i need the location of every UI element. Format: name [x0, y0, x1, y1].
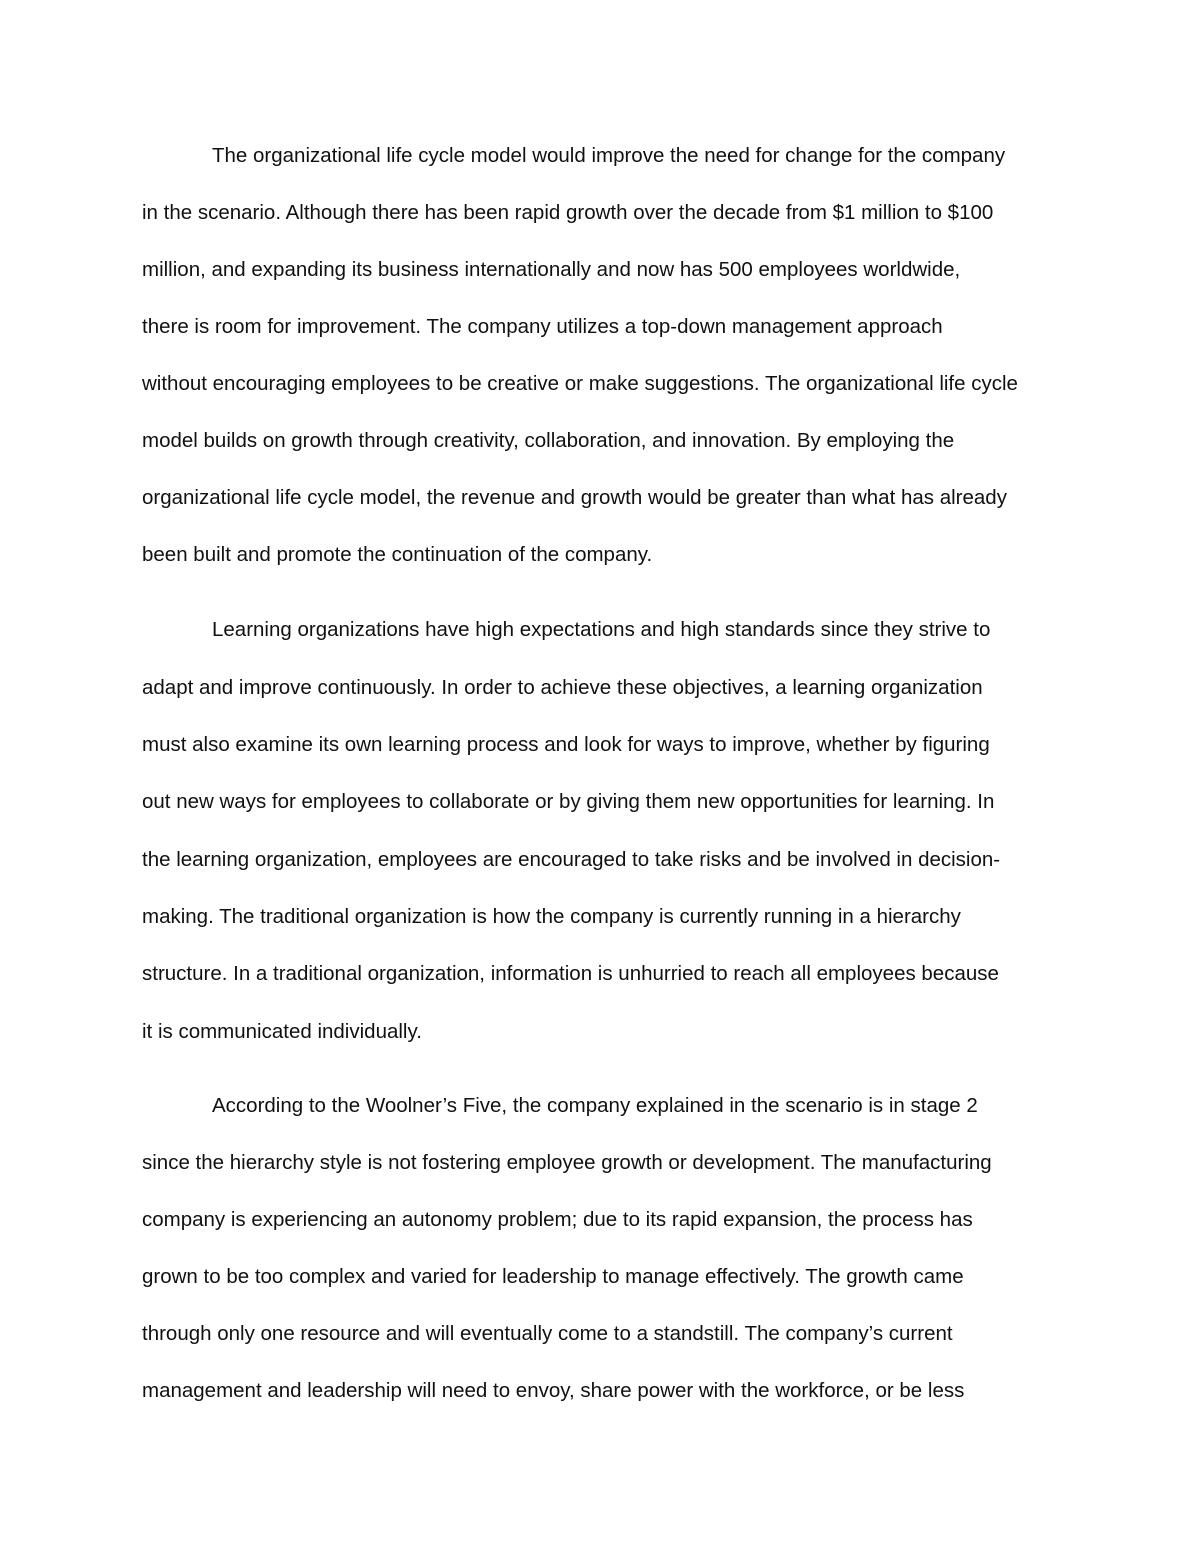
paragraph-3-line-1: According to the Woolner’s Five, the company explained in the scenario is in stage 2: [212, 1094, 978, 1117]
paragraph-2-line-1: Learning organizations have high expectations and high standards since they strive to: [212, 618, 991, 641]
paragraph-3-line-5: through only one resource and will eventually come to a standstill. The company’s current: [142, 1322, 953, 1345]
paragraph-3-line-3: company is experiencing an autonomy problem; due to its rapid expansion, the process has: [142, 1208, 973, 1231]
paragraph-1-line-2: in the scenario. Although there has been rapid growth over the decade from $1 million to $100: [142, 201, 994, 224]
paragraph-2-line-3: must also examine its own learning process and look for ways to improve, whether by figuring: [142, 733, 990, 756]
paragraph-3-line-4: grown to be too complex and varied for leadership to manage effectively. The growth came: [142, 1265, 964, 1288]
paragraph-1-line-4: there is room for improvement. The company utilizes a top-down management approach: [142, 315, 943, 338]
paragraph-1-line-6: model builds on growth through creativity, collaboration, and innovation. By employing the: [142, 429, 955, 452]
paragraph-1-line-7: organizational life cycle model, the revenue and growth would be greater than what has already: [142, 486, 1007, 509]
paragraph-1-line-1: The organizational life cycle model would improve the need for change for the company: [212, 144, 1006, 167]
paragraph-3-line-2: since the hierarchy style is not fostering employee growth or development. The manufacturing: [142, 1151, 992, 1174]
paragraph-2-line-7: structure. In a traditional organization, information is unhurried to reach all employees because: [142, 962, 999, 985]
paragraph-2-line-6: making. The traditional organization is how the company is currently running in a hierarchy: [142, 905, 961, 928]
paragraph-3-line-6: management and leadership will need to envoy, share power with the workforce, or be less: [142, 1379, 965, 1402]
paragraph-2-line-5: the learning organization, employees are encouraged to take risks and be involved in decision-: [142, 848, 1001, 871]
paragraph-2-line-2: adapt and improve continuously. In order to achieve these objectives, a learning organization: [142, 676, 983, 699]
paragraph-1-line-8: been built and promote the continuation of the company.: [142, 543, 653, 566]
paragraph-2-line-4: out new ways for employees to collaborate or by giving them new opportunities for learning. In: [142, 790, 995, 813]
paragraph-2-line-8: it is communicated individually.: [142, 1020, 422, 1043]
paragraph-1-line-5: without encouraging employees to be creative or make suggestions. The organizational life cycle: [142, 372, 1018, 395]
paragraph-1-line-3: million, and expanding its business internationally and now has 500 employees worldwide,: [142, 258, 961, 281]
